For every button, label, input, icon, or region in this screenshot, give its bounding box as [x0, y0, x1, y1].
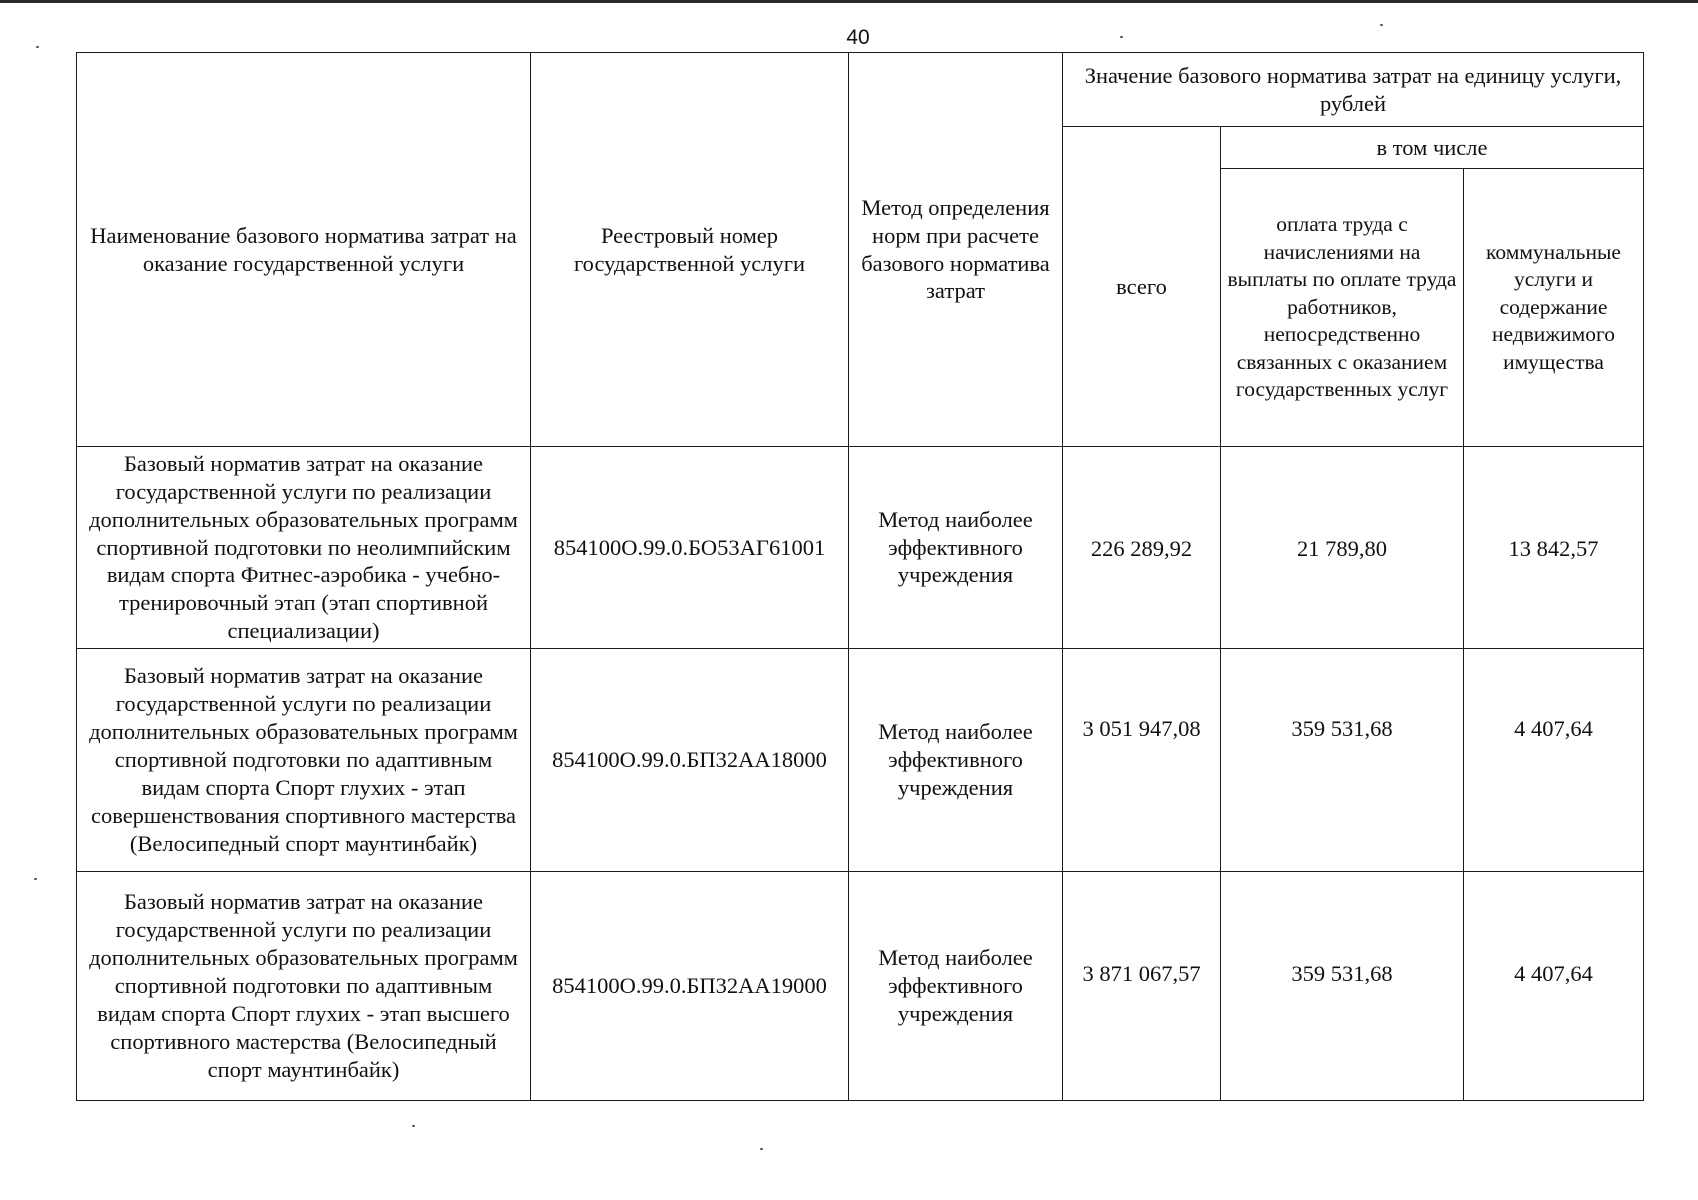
row-labor: 359 531,68 — [1221, 649, 1464, 872]
header-value-group: Значение базового норматива затрат на единицу услуги, рублей — [1063, 53, 1644, 127]
row-total: 3 871 067,57 — [1063, 872, 1221, 1101]
top-border-line — [0, 0, 1698, 3]
page-number: 40 — [846, 26, 870, 49]
scan-speck — [412, 1125, 415, 1127]
table-row — [77, 447, 1644, 649]
row-registry-number: 854100О.99.0.БО53АГ61001 — [531, 447, 849, 649]
row-total: 3 051 947,08 — [1063, 649, 1221, 872]
row-registry-number: 854100О.99.0.БП32АА19000 — [531, 872, 849, 1101]
header-name: Наименование базового норматива затрат на оказание государственной услуги — [77, 53, 531, 447]
header-registry-number: Реестровый номер государственной услуги — [531, 53, 849, 447]
header-including: в том числе — [1221, 127, 1644, 169]
scan-speck — [36, 46, 39, 48]
row-utilities: 4 407,64 — [1464, 872, 1644, 1101]
row-name: Базовый норматив затрат на оказание государственной услуги по реализации дополнительных образовательных программ спортивной подготовки по неолимпийским видам спорта Фитнес-аэробика - учебно-тренировочный этап (этап спортивной специализации) — [77, 447, 531, 649]
table-row — [77, 872, 1644, 1101]
cost-norm-table — [76, 52, 1644, 1101]
row-name: Базовый норматив затрат на оказание государственной услуги по реализации дополнительных образовательных программ спортивной подготовки по адаптивным видам спорта Спорт глухих - этап высшего спортивного мастерства (Велосипедный спорт маунтинбайк) — [77, 872, 531, 1101]
row-utilities: 4 407,64 — [1464, 649, 1644, 872]
header-utilities: коммунальные услуги и содержание недвижимого имущества — [1464, 169, 1644, 447]
scan-speck — [1120, 36, 1123, 38]
row-name: Базовый норматив затрат на оказание государственной услуги по реализации дополнительных образовательных программ спортивной подготовки по адаптивным видам спорта Спорт глухих - этап совершенствования спортивного мастерства (Велосипедный спорт маунтинбайк) — [77, 649, 531, 872]
row-registry-number: 854100О.99.0.БП32АА18000 — [531, 649, 849, 872]
header-method: Метод определения норм при расчете базового норматива затрат — [849, 53, 1063, 447]
row-labor: 359 531,68 — [1221, 872, 1464, 1101]
row-method: Метод наиболее эффективного учреждения — [849, 872, 1063, 1101]
header-total: всего — [1063, 127, 1221, 447]
table-row — [77, 649, 1644, 872]
row-method: Метод наиболее эффективного учреждения — [849, 447, 1063, 649]
scan-speck — [34, 878, 37, 880]
row-utilities: 13 842,57 — [1464, 447, 1644, 649]
header-labor: оплата труда с начислениями на выплаты по оплате труда работников, непосредственно связанных с оказанием государственных услуг — [1221, 169, 1464, 447]
row-total: 226 289,92 — [1063, 447, 1221, 649]
row-method: Метод наиболее эффективного учреждения — [849, 649, 1063, 872]
scan-speck — [760, 1148, 763, 1150]
scan-speck — [1380, 24, 1383, 26]
header-row-1 — [77, 53, 1644, 127]
row-labor: 21 789,80 — [1221, 447, 1464, 649]
